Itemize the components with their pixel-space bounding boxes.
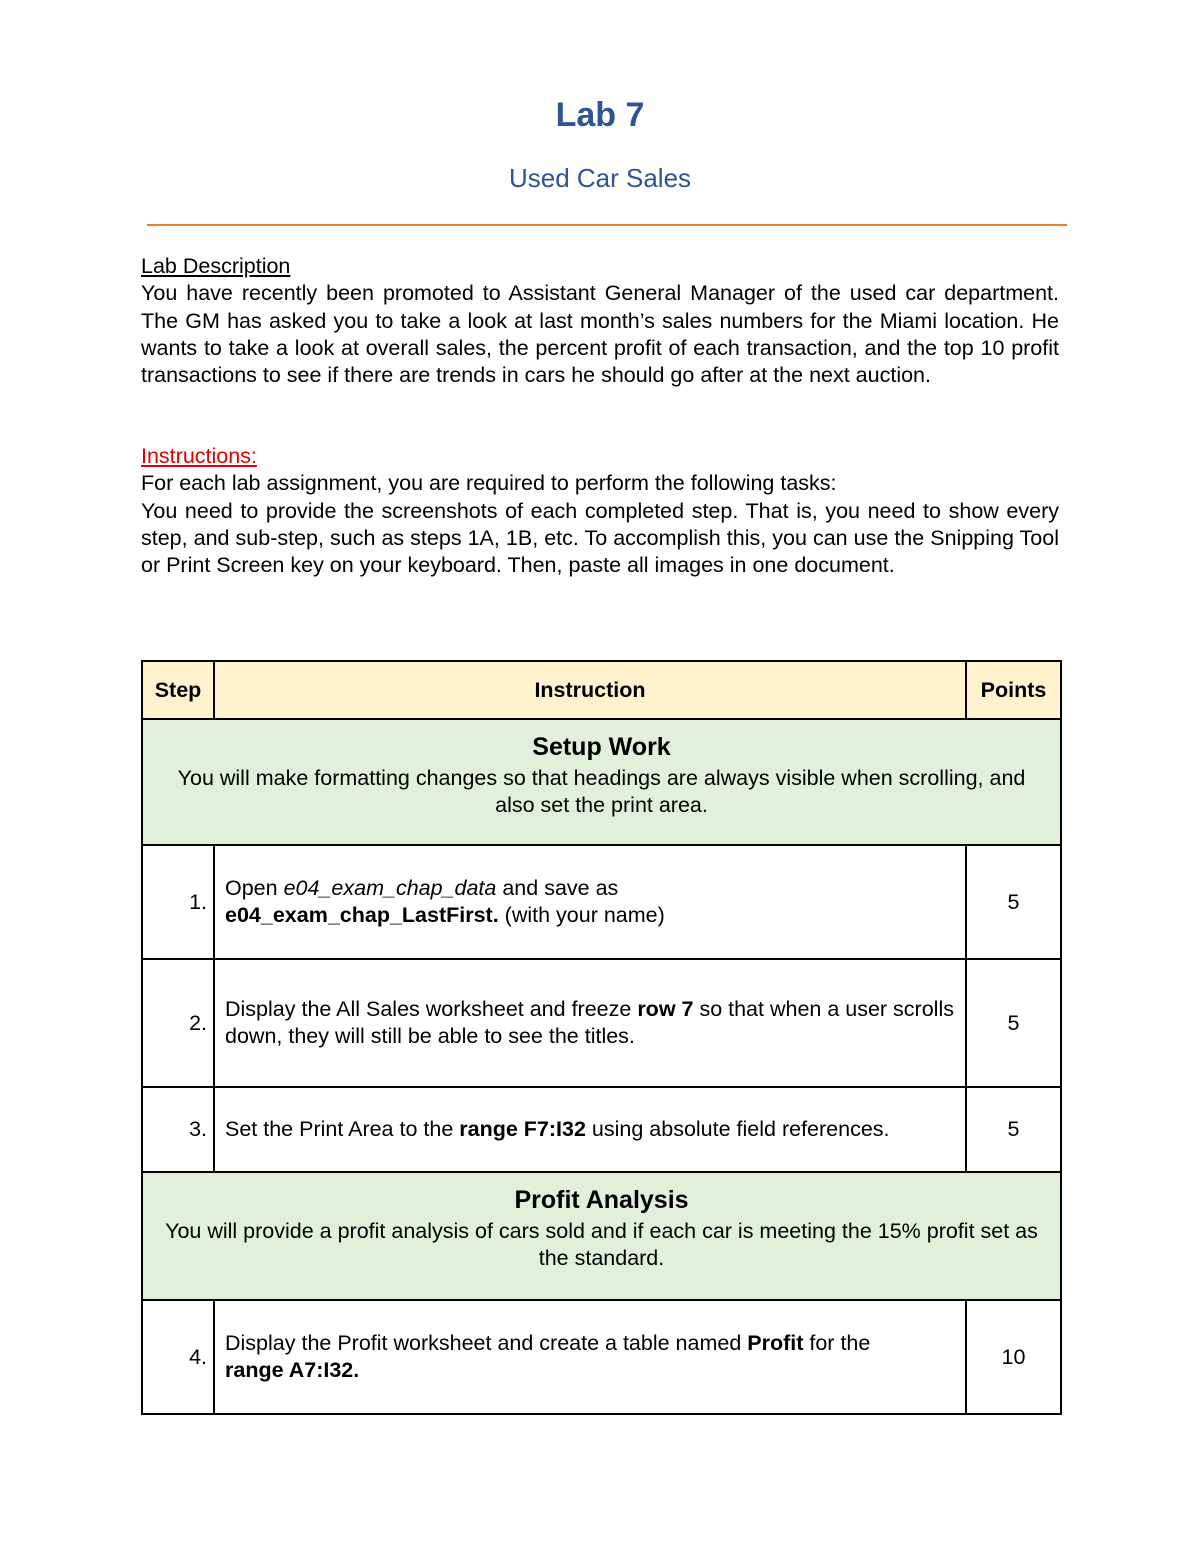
instructions-line-2: You need to provide the screenshots of each completed step. That is, you need to show every step, and sub-step, such as steps 1A, 1B, etc. To accomplish this, you can use the Snipping Tool or Print Screen key on your keyboard. Then, paste all images in one document. — [141, 498, 1059, 578]
table-row — [142, 1300, 1061, 1414]
column-header-instruction: Instruction — [214, 661, 966, 719]
steps-table — [141, 660, 1062, 1415]
column-header-points: Points — [966, 661, 1061, 719]
step-instruction: Display the All Sales worksheet and freeze row 7 so that when a user scrolls down, they will still be able to see the titles. — [214, 959, 966, 1087]
description-text: You have recently been promoted to Assistant General Manager of the used car department. The GM has asked you to take a look at last month’s sales numbers for the Miami location. He wants to take a look at overall sales, the percent profit of each transaction, and the top 10 profit transactions to see if there are trends in cars he should go after at the next auction. — [141, 281, 1059, 388]
step-number: 2. — [142, 959, 214, 1087]
step-instruction: Set the Print Area to the range F7:I32 using absolute field references. — [214, 1087, 966, 1172]
column-header-step: Step — [142, 661, 214, 719]
step-points: 5 — [966, 845, 1061, 959]
section-cell — [142, 719, 1061, 845]
table-header-row — [142, 661, 1061, 719]
table-row — [142, 1087, 1061, 1172]
section-title: Setup Work — [532, 733, 671, 761]
section-title: Profit Analysis — [514, 1186, 689, 1214]
title-divider — [147, 224, 1067, 226]
step-points: 5 — [966, 959, 1061, 1087]
instructions-block — [141, 443, 1059, 579]
step-instruction: Open e04_exam_chap_data and save as e04_exam_chap_LastFirst. (with your name) — [214, 845, 966, 959]
instructions-heading: Instructions: — [141, 444, 257, 468]
section-description: You will provide a profit analysis of cars sold and if each car is meeting the 15% profit set as the standard. — [165, 1219, 1038, 1270]
table-row — [142, 959, 1061, 1087]
lab-description — [141, 253, 1059, 389]
step-number: 1. — [142, 845, 214, 959]
table-row — [142, 845, 1061, 959]
section-row-profit-analysis — [142, 1172, 1061, 1300]
step-number: 4. — [142, 1300, 214, 1414]
step-number: 3. — [142, 1087, 214, 1172]
page-title: Lab 7 — [555, 96, 645, 134]
instructions-line-1: For each lab assignment, you are required to perform the following tasks: — [141, 471, 837, 496]
section-cell — [142, 1172, 1061, 1300]
description-heading: Lab Description — [141, 254, 291, 278]
step-points: 5 — [966, 1087, 1061, 1172]
step-points: 10 — [966, 1300, 1061, 1414]
section-description: You will make formatting changes so that headings are always visible when scrolling, and also set the print area. — [177, 766, 1026, 817]
step-instruction: Display the Profit worksheet and create a table named Profit for the range A7:I32. — [214, 1300, 966, 1414]
page-subtitle: Used Car Sales — [508, 163, 692, 193]
section-row-setup-work — [142, 719, 1061, 845]
